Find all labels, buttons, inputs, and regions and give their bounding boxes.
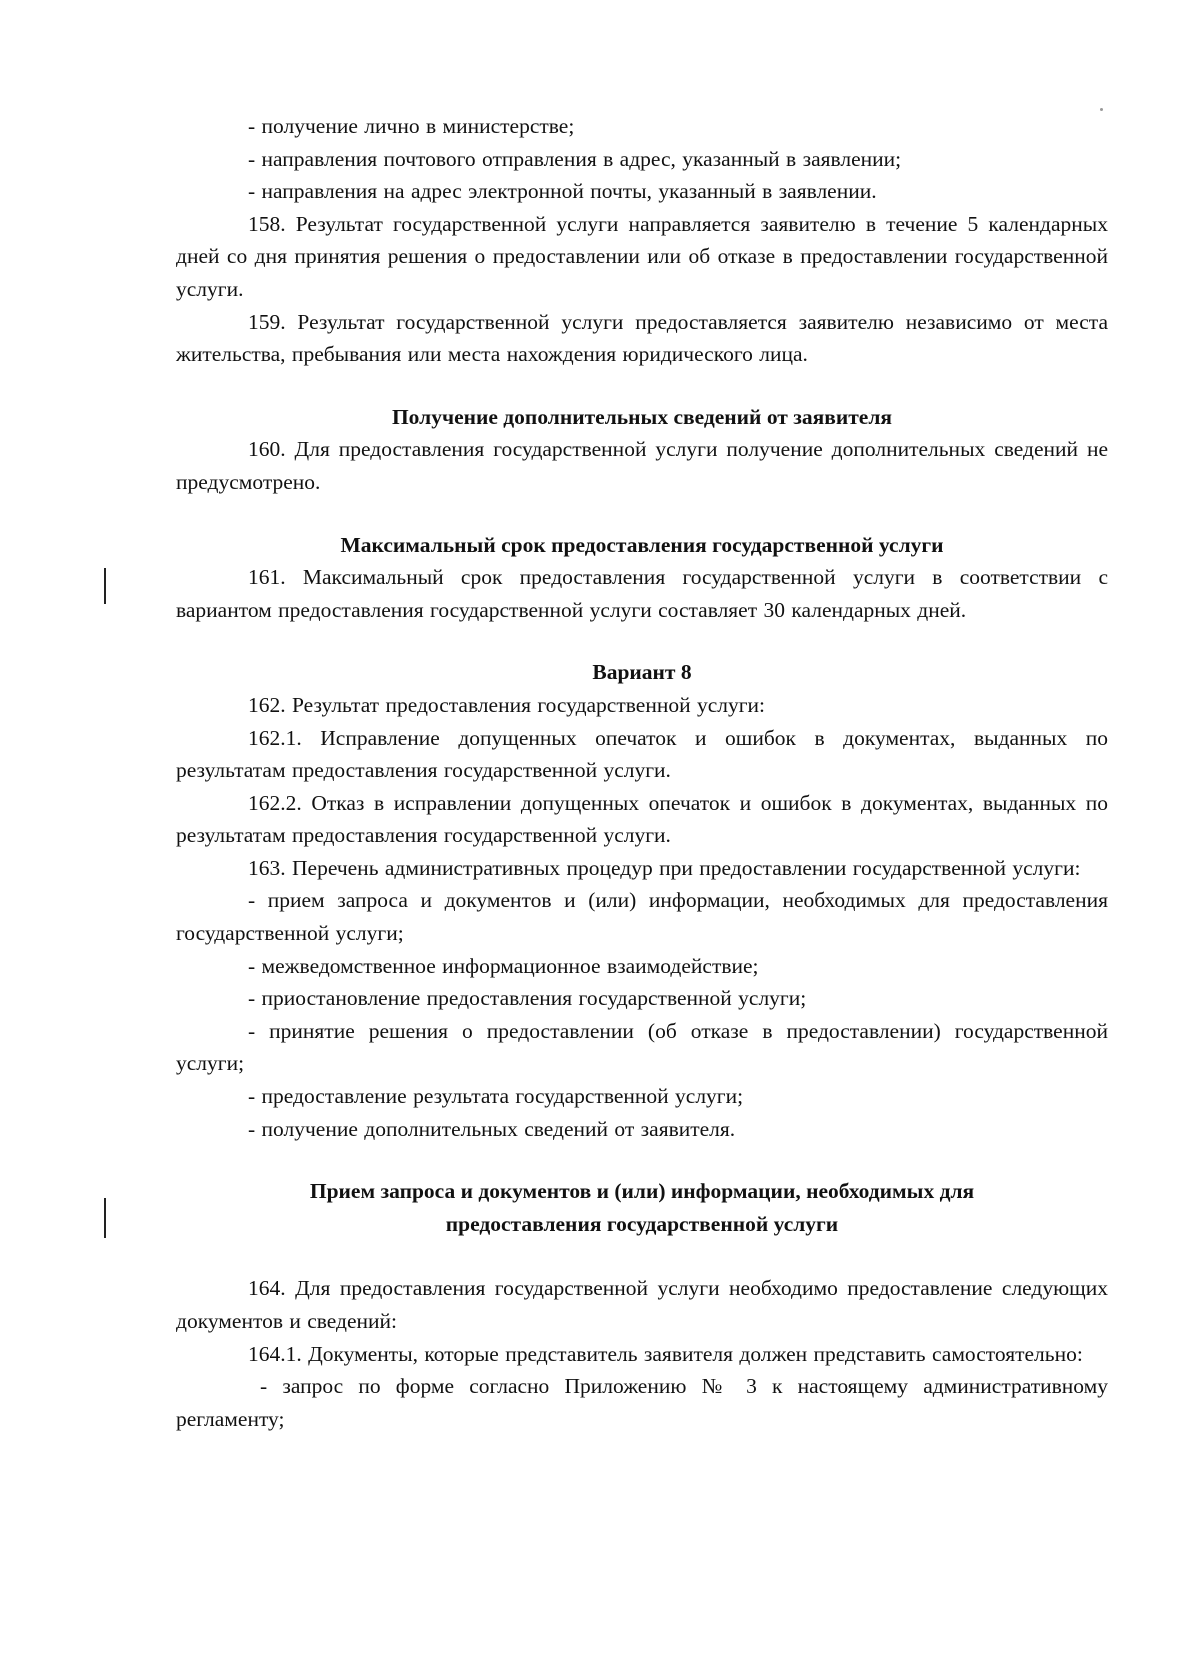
paragraph-163: 163. Перечень административных процедур при предоставлении государственной услуги: (248, 855, 1081, 880)
paragraph-161: 161. Максимальный срок предоставления государственной услуги в соответствии с вариантом предоставления государственной услуги составляет 30 календарных дней. (176, 565, 1108, 622)
document-page (176, 110, 1108, 1435)
paragraph-160: 160. Для предоставления государственной услуги получение дополнительных сведений не предусмотрено. (176, 437, 1108, 494)
paragraph-162-1: 162.1. Исправление допущенных опечаток и ошибок в документах, выданных по результатам предоставления государственной услуги. (176, 725, 1108, 783)
list-item: - получение лично в министерстве; (248, 114, 575, 138)
paragraph-164-1: 164.1. Документы, которые представитель заявителя должен представить самостоятельно: (248, 1341, 1083, 1366)
list-item: - прием запроса и документов и (или) информации, необходимых для предоставления государственной услуги; (176, 888, 1108, 946)
section-heading-additional-info: Получение дополнительных сведений от заявителя (391, 404, 893, 429)
list-item: - получение дополнительных сведений от заявителя. (248, 1116, 736, 1141)
list-item: - принятие решения о предоставлении (об отказе в предоставлении) государственной услуги; (176, 1018, 1108, 1076)
section-heading-request-line1: Прием запроса и документов и (или) информации, необходимых для (309, 1179, 975, 1204)
margin-change-bar-1 (104, 568, 106, 604)
paragraph-159: 159. Результат государственной услуги предоставляется заявителю независимо от места жительства, пребывания или места нахождения юридического лица. (176, 309, 1108, 367)
paragraph-162-2: 162.2. Отказ в исправлении допущенных опечаток и ошибок в документах, выданных по результатам предоставления государственной услуги. (176, 790, 1108, 848)
list-item: - направления на адрес электронной почты, указанный в заявлении. (248, 179, 877, 204)
list-item: - межведомственное информационное взаимодействие; (248, 953, 759, 978)
section-heading-request-line2: предоставления государственной услуги (445, 1211, 839, 1236)
section-heading-variant: Вариант 8 (592, 660, 692, 685)
list-item: - запрос по форме согласно Приложению № 3 к настоящему административному регламенту; (176, 1374, 1108, 1431)
list-item: - приостановление предоставления государственной услуги; (248, 986, 807, 1011)
list-item: - предоставление результата государственной услуги; (248, 1084, 744, 1109)
paragraph-164: 164. Для предоставления государственной услуги необходимо предоставление следующих документов и сведений: (176, 1276, 1108, 1333)
list-item: - направления почтового отправления в адрес, указанный в заявлении; (248, 146, 902, 171)
margin-change-bar-2 (104, 1198, 106, 1238)
section-heading-max-term: Максимальный срок предоставления государственной услуги (340, 532, 944, 557)
paragraph-162: 162. Результат предоставления государственной услуги: (248, 692, 766, 717)
paragraph-158: 158. Результат государственной услуги направляется заявителю в течение 5 календарных дней со дня принятия решения о предоставлении или об отказе в предоставлении государственной услуги. (176, 211, 1108, 301)
